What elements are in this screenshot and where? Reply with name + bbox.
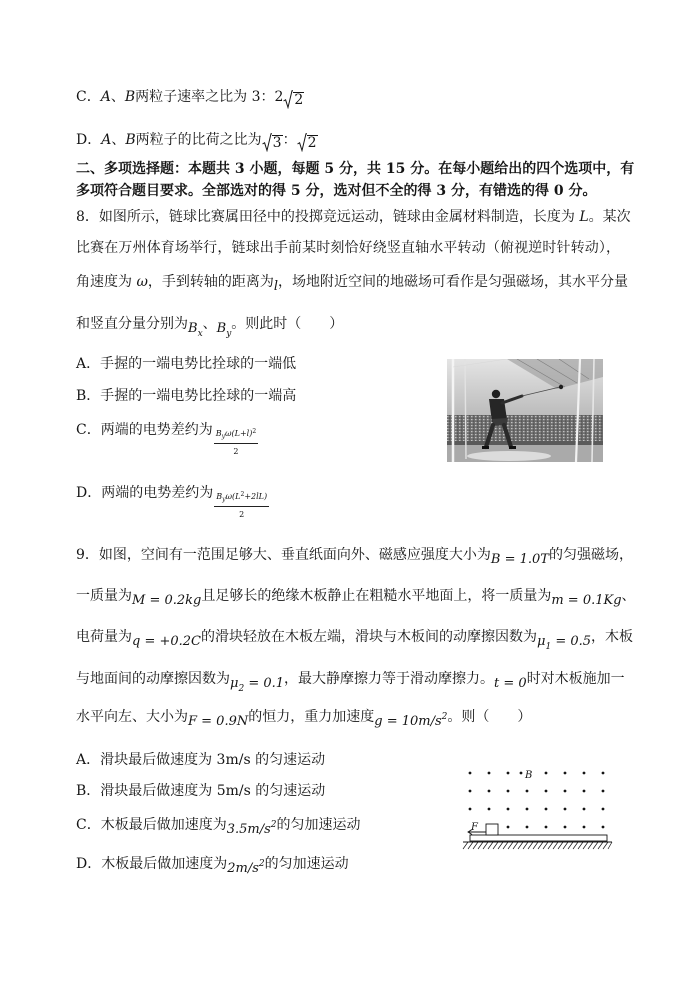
q8-stem-line-3 <box>76 272 629 294</box>
radicand: 3 <box>272 135 282 151</box>
q8-option-a: A．手握的一端电势比拴球的一端低 <box>76 356 297 372</box>
field-label: B <box>525 770 533 781</box>
angular-velocity-variable: ω <box>136 274 148 290</box>
stem-text: 且足够长的绝缘木板静止在粗糙水平地面上，将一质量为 <box>201 588 552 604</box>
stem-text: ，木板 <box>591 629 634 645</box>
superscript: 2 <box>270 820 277 830</box>
q9-stem-line-3 <box>76 627 634 652</box>
q8-stem-line-1 <box>76 207 631 227</box>
fraction-denominator: 2 <box>233 447 239 456</box>
option-label: D． <box>76 132 102 148</box>
subscript: y <box>226 329 232 339</box>
throwing-circle <box>467 451 551 461</box>
numerator-subscript: y <box>221 433 225 440</box>
expression-value: = 0.1 <box>244 676 285 691</box>
radicand: 2 <box>294 92 304 108</box>
stem-text: ，场地附近空间的地磁场可看作是匀强磁场，其水平分量 <box>278 274 629 290</box>
option-text: 两粒子速率之比为 3：2 <box>135 89 284 105</box>
option-text: C．木板最后做加速度为 <box>76 817 227 833</box>
subscript: 2 <box>238 684 245 694</box>
square-root-1 <box>262 133 283 153</box>
option-label: C． <box>76 89 101 105</box>
stem-text: 。则（ ） <box>447 709 532 725</box>
insulating-board <box>470 835 607 841</box>
distance-variable: l <box>273 279 279 294</box>
q8-stem-line-4 <box>76 314 344 339</box>
stem-text: 。则此时（ ） <box>231 316 344 332</box>
stem-text: 角速度为 <box>76 274 137 290</box>
q7-option-d <box>76 130 318 150</box>
expression-value: 2m/s <box>227 861 259 876</box>
particle-b: B <box>125 132 136 148</box>
expression-value: g = 10m/s <box>374 714 442 729</box>
numerator-base: B <box>216 492 223 501</box>
q9-option-a: A．滑块最后做速度为 3m/s 的匀速运动 <box>76 752 326 768</box>
field-symbol: B <box>216 321 227 336</box>
stem-text: 。某次 <box>588 209 631 225</box>
field-dots <box>469 772 605 829</box>
radicand: 2 <box>307 135 317 151</box>
subscript: x <box>197 329 203 339</box>
hammer-ball <box>559 385 563 389</box>
q8-option-c <box>76 420 258 456</box>
stem-text: 水平向左、大小为 <box>76 709 188 725</box>
force-expression: F = 0.9N <box>188 714 249 729</box>
q8-stem-line-2: 比赛在万州体育场举行，链球出手前某时刻恰好绕竖直轴水平转动（俯视逆时针转动）， <box>76 240 620 256</box>
numerator-subscript: y <box>222 496 226 503</box>
separator: 、 <box>202 316 217 332</box>
stadium-crowd <box>447 415 603 445</box>
superscript: 2 <box>441 712 448 722</box>
stem-text: 的滑块轻放在木板左端，滑块与木板间的动摩擦因数为 <box>201 629 537 645</box>
force-label: F <box>471 822 478 833</box>
numerator-superscript: 2 <box>240 491 245 498</box>
stadium-wall <box>447 441 603 445</box>
radical-sign-icon <box>262 133 272 152</box>
q7-option-c <box>76 87 304 107</box>
numerator-rest-b: +2lL) <box>244 492 268 501</box>
horizontal-field-component <box>188 321 203 339</box>
fraction-denominator: 2 <box>239 510 245 519</box>
q8-option-b: B．手握的一端电势比拴球的一端高 <box>76 388 297 404</box>
stem-text: 9．如图，空间有一范围足够大、垂直纸面向外、磁感应强度大小为 <box>76 547 491 563</box>
time-expression: t = 0 <box>494 676 527 691</box>
particle-a: A <box>100 89 111 105</box>
q8-option-d <box>76 483 269 519</box>
vertical-field-component <box>216 321 232 339</box>
numerator-superscript: 2 <box>252 428 257 435</box>
numerator-base: B <box>215 429 222 438</box>
hammer-throw-photo <box>447 359 603 462</box>
particle-a: A <box>101 132 112 148</box>
option-text: D．两端的电势差约为 <box>76 485 214 501</box>
q9-stem-line-4 <box>76 669 625 694</box>
q9-stem-line-5 <box>76 707 531 729</box>
square-root <box>283 90 304 110</box>
stem-text: 电荷量为 <box>76 629 132 645</box>
numerator-rest-a: ω(L <box>225 492 241 501</box>
option-text: 两粒子的比荷之比为 <box>135 132 262 148</box>
acceleration-expression <box>227 861 264 876</box>
separator: 、 <box>110 89 125 105</box>
magnetic-field-board-diagram <box>455 762 617 854</box>
option-text: 的匀加速运动 <box>264 856 349 872</box>
gravity-expression <box>374 714 447 729</box>
numerator-rest: ω(L+l) <box>225 429 253 438</box>
radical-sign-icon <box>297 133 307 152</box>
subscript: 1 <box>545 642 552 652</box>
charge-expression: q = +0.2C <box>132 634 201 649</box>
stem-text: 8．如图所示，链球比赛属田径中的投掷竞远运动，链球由金属材料制造，长度为 <box>76 209 580 225</box>
stem-text: 与地面间的动摩擦因数为 <box>76 671 230 687</box>
q9-option-c <box>76 815 361 837</box>
q9-stem-line-1 <box>76 545 633 567</box>
colon: ： <box>282 132 297 148</box>
mu-symbol: μ <box>230 676 239 691</box>
option-text: 的匀加速运动 <box>276 817 361 833</box>
separator: 、 <box>111 132 126 148</box>
option-text: C．两端的电势差约为 <box>76 422 213 438</box>
square-root-2 <box>297 133 318 153</box>
stem-text: 一质量为 <box>76 588 132 604</box>
field-strength-expression: B = 1.0T <box>490 552 549 567</box>
acceleration-expression <box>227 822 277 837</box>
stem-text: ，最大静摩擦力等于滑动摩擦力。 <box>284 671 495 687</box>
stem-text: 时对木板施加一 <box>526 671 625 687</box>
length-variable: L <box>579 209 589 225</box>
section-2-heading-line-2: 多项符合题目要求。全部选对的得 5 分，选对但不全的得 3 分，有错选的得 0 分。 <box>76 183 597 199</box>
fraction-numerator <box>214 492 269 507</box>
expression-value: = 0.5 <box>551 634 592 649</box>
charged-block <box>486 824 498 835</box>
stem-text: 、 <box>621 588 636 604</box>
q9-option-d <box>76 854 349 876</box>
stem-text: 的恒力，重力加速度 <box>248 709 375 725</box>
field-symbol: B <box>188 321 198 336</box>
potential-difference-fraction <box>214 429 258 457</box>
ground-hatching <box>463 842 612 849</box>
block-mass-expression: m = 0.1Kg <box>551 593 622 608</box>
stem-text: 的匀强磁场， <box>548 547 633 563</box>
option-text: D．木板最后做加速度为 <box>76 856 228 872</box>
expression-value: 3.5m/s <box>226 822 271 837</box>
fraction-numerator <box>214 429 258 444</box>
radical-sign-icon <box>283 90 293 109</box>
stem-text: ，手到转轴的距离为 <box>147 274 274 290</box>
mu-symbol: μ <box>537 634 546 649</box>
particle-b: B <box>124 89 136 105</box>
friction-coefficient-2-expression <box>230 676 285 694</box>
section-2-heading-line-1: 二、多项选择题：本题共 3 小题，每题 5 分，共 15 分。在每小题给出的四个选项中，有 <box>76 161 635 177</box>
q9-stem-line-2 <box>76 586 636 608</box>
potential-difference-fraction <box>214 492 269 520</box>
superscript: 2 <box>258 859 265 869</box>
friction-coefficient-1-expression <box>537 634 592 652</box>
board-mass-expression: M = 0.2kg <box>132 593 202 608</box>
q9-option-b: B．滑块最后做速度为 5m/s 的匀速运动 <box>76 783 326 799</box>
stem-text: 和竖直分量分别为 <box>76 316 188 332</box>
